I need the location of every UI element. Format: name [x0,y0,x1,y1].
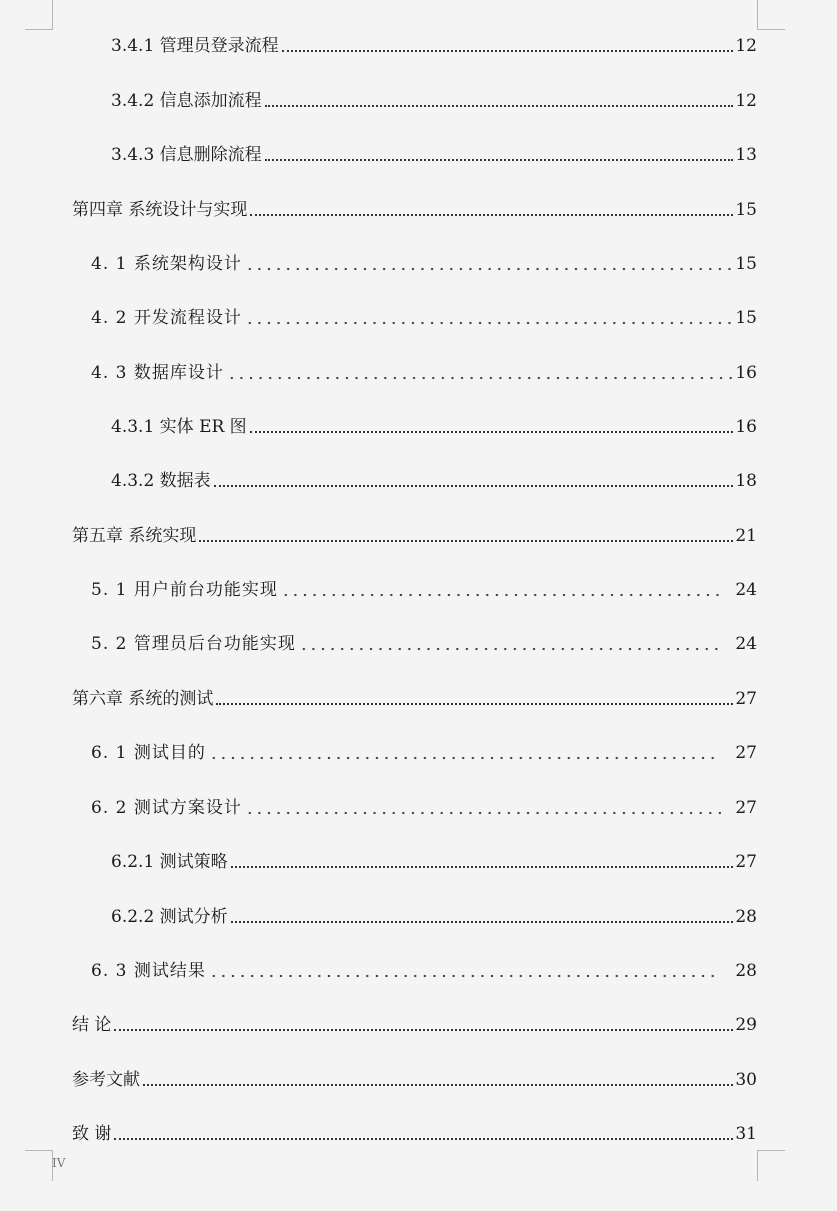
toc-entry-page: 21 [735,526,757,546]
toc-leader [245,321,734,325]
toc-entry-page: 27 [735,798,757,818]
toc-entry[interactable] [91,631,757,655]
toc-entry-label: 3.4.1 管理员登录流程 [111,36,279,56]
toc-leader [114,1028,733,1031]
toc-leader [245,811,722,815]
toc-leader [245,267,734,271]
toc-entry-label: 6. 3 测试结果 [91,961,206,981]
toc-entry-label: 4. 1 系统架构设计 [91,254,242,274]
toc-leader [231,865,734,868]
toc-leader [227,376,734,380]
toc-leader [231,920,734,923]
toc-entry-label: 3.4.2 信息添加流程 [111,91,262,111]
toc-entry-page: 18 [735,471,757,491]
toc-entry-page: 13 [735,145,757,165]
toc-leader [214,484,734,487]
toc-entry-page: 24 [735,580,757,600]
toc-entry-label: 6. 2 测试方案设计 [91,798,242,818]
toc-entry-page: 30 [735,1070,757,1090]
toc-entry[interactable] [72,1067,757,1091]
toc-entry-page: 15 [735,254,757,274]
toc-entry[interactable] [111,468,757,492]
toc-entry-label: 6.2.1 测试策略 [111,852,228,872]
toc-entry-page: 28 [735,907,757,927]
toc-entry-label: 致 谢 [72,1124,112,1144]
toc-entry-page: 12 [735,36,757,56]
toc-entry[interactable] [111,142,757,166]
toc-entry-label: 4. 3 数据库设计 [91,363,224,383]
toc-entry[interactable] [111,33,757,57]
toc-entry-label: 5. 1 用户前台功能实现 [91,580,278,600]
crop-mark-bottom-right [757,1150,785,1181]
toc-leader [209,756,722,760]
toc-entry[interactable] [111,904,757,928]
toc-leader [250,213,733,216]
toc-leader [216,702,733,705]
toc-entry-page: 12 [735,91,757,111]
toc-leader [199,539,733,542]
toc-entry[interactable] [91,305,757,329]
crop-mark-top-right [757,0,785,30]
toc-entry-label: 5. 2 管理员后台功能实现 [91,634,296,654]
crop-mark-top-left [25,0,53,30]
toc-entry-label: 6. 1 测试目的 [91,743,206,763]
toc-entry[interactable] [72,1121,757,1145]
toc-entry[interactable] [91,360,757,384]
toc-entry-page: 27 [735,852,757,872]
toc-entry-label: 4.3.2 数据表 [111,471,211,491]
toc-entry-page: 27 [735,689,757,709]
toc-entry-label: 3.4.3 信息删除流程 [111,145,262,165]
toc-entry-label: 第六章 系统的测试 [72,689,214,709]
footer-page-number: IV [52,1156,66,1170]
toc-entry-label: 结 论 [72,1015,112,1035]
toc-entry[interactable] [111,849,757,873]
toc-entry-page: 28 [735,961,757,981]
toc-entry[interactable] [91,577,757,601]
toc-entry-label: 4.3.1 实体 ER 图 [111,417,247,437]
toc-entry[interactable] [72,686,757,710]
toc-entry[interactable] [72,197,757,221]
toc-entry-page: 15 [735,308,757,328]
toc-entry[interactable] [91,740,757,764]
toc-entry[interactable] [91,958,757,982]
toc-entry[interactable] [91,795,757,819]
toc-entry[interactable] [111,414,757,438]
toc-entry-page: 29 [735,1015,757,1035]
toc-entry-label: 第四章 系统设计与实现 [72,200,248,220]
toc-entry-page: 27 [735,743,757,763]
toc-leader [114,1137,733,1140]
toc-entry-label: 6.2.2 测试分析 [111,907,228,927]
toc-entry[interactable] [91,251,757,275]
toc-entry-page: 24 [735,634,757,654]
toc-leader [209,974,722,978]
toc-entry-label: 4. 2 开发流程设计 [91,308,242,328]
toc-entry[interactable] [111,88,757,112]
toc-leader [281,593,722,597]
toc-leader [250,430,734,433]
toc-leader [143,1083,733,1086]
toc-entry[interactable] [72,523,757,547]
toc-leader [282,49,734,52]
toc-entry[interactable] [72,1012,757,1036]
toc-entry-page: 16 [735,363,757,383]
toc-leader [299,647,722,651]
toc-entry-page: 15 [735,200,757,220]
toc-leader [265,104,734,107]
crop-mark-bottom-left [25,1150,53,1181]
toc-entry-label: 参考文献 [72,1070,140,1090]
toc-entry-label: 第五章 系统实现 [72,526,197,546]
toc-entry-page: 31 [735,1124,757,1144]
toc-leader [265,158,734,161]
toc-entry-page: 16 [735,417,757,437]
